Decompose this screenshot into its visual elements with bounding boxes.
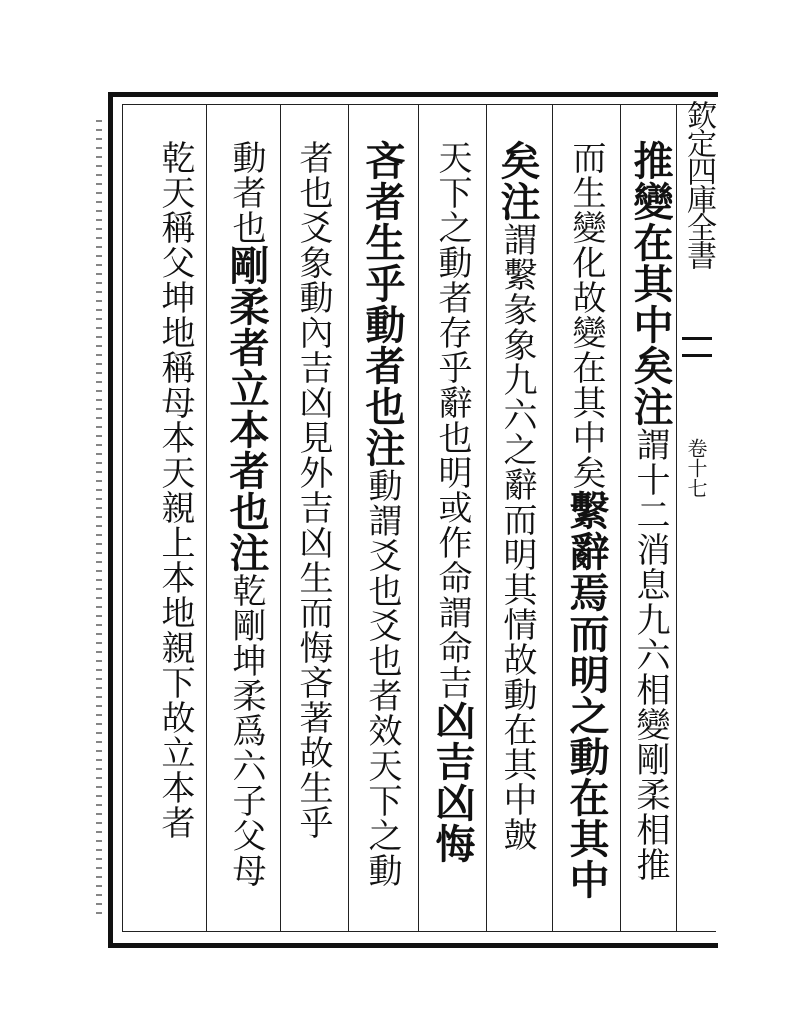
column-rule bbox=[206, 104, 207, 932]
column-rule bbox=[348, 104, 349, 932]
column-rule bbox=[280, 104, 281, 932]
commentary-text: 天下之動者存乎辭也明或作命謂命吉 bbox=[432, 140, 472, 700]
commentary-text: 者也爻象動內吉凶見外吉凶生而悔吝著故生乎 bbox=[293, 140, 333, 840]
main-text: 凶吉凶悔 bbox=[429, 700, 476, 864]
main-text: 矣注 bbox=[494, 140, 541, 222]
text-column-4 bbox=[429, 140, 476, 864]
main-text: 吝者生乎動者也注 bbox=[359, 140, 406, 468]
text-column-2 bbox=[563, 140, 610, 900]
column-rule bbox=[486, 104, 487, 932]
text-column-7 bbox=[223, 140, 270, 888]
commentary-text: 動謂爻也爻也者效天下之動 bbox=[362, 468, 402, 888]
commentary-text: 乾天稱父坤地稱母本天親上本地親下故立本者 bbox=[155, 140, 195, 840]
commentary-text: 動者也 bbox=[226, 140, 266, 245]
page-margin bbox=[676, 92, 716, 948]
commentary-text: 乾剛坤柔爲六子父母 bbox=[226, 573, 266, 888]
text-column-1 bbox=[627, 140, 674, 882]
main-text: 剛柔者立本者也注 bbox=[223, 245, 270, 573]
main-text: 繫辭焉而明之動在其中 bbox=[563, 490, 610, 900]
text-column-5 bbox=[359, 140, 406, 888]
fishtail-mark bbox=[682, 337, 712, 357]
column-rule bbox=[620, 104, 621, 932]
commentary-text: 謂繫彖象九六之辭而明其情故動在其中皷 bbox=[497, 222, 537, 852]
column-rule bbox=[552, 104, 553, 932]
page-edge bbox=[96, 120, 102, 920]
text-column-3 bbox=[494, 140, 541, 852]
commentary-text: 謂十二消息九六相變剛柔相推 bbox=[630, 427, 670, 882]
text-column-6 bbox=[293, 140, 333, 840]
main-text: 推變在其中矣注 bbox=[627, 140, 674, 427]
commentary-text: 而生變化故變在其中矣 bbox=[566, 140, 606, 490]
page-number: 卷十七 bbox=[684, 438, 708, 498]
column-rule bbox=[418, 104, 419, 932]
text-column-8 bbox=[155, 140, 195, 840]
book-title: 欽定四庫全書 bbox=[681, 100, 716, 268]
